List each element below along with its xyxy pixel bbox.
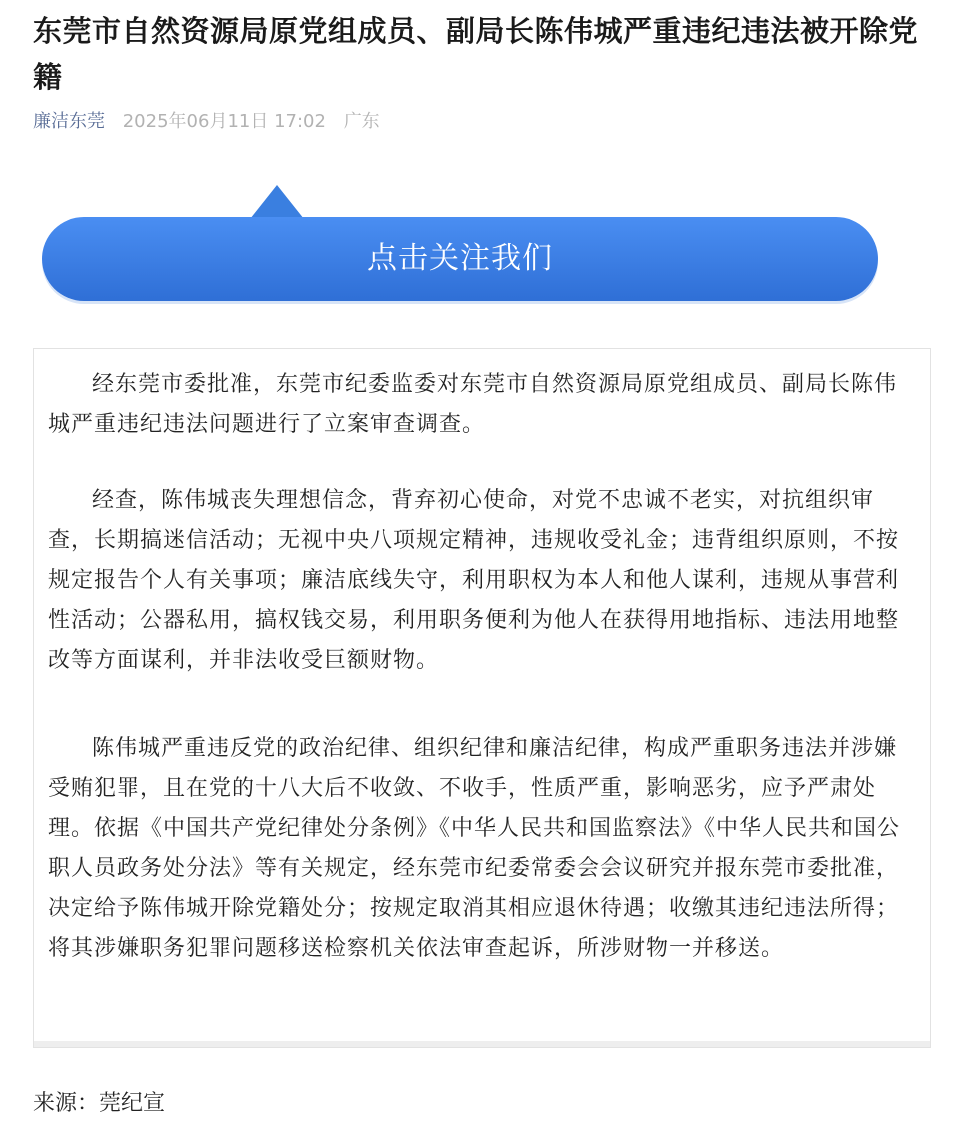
- publish-time: 2025年06月11日 17:02: [122, 111, 326, 132]
- article-paragraph: 陈伟城严重违反党的政治纪律、组织纪律和廉洁纪律，构成严重职务违法并涉嫌受贿犯罪，且在党的十八大后不收敛、不收手，性质严重，影响恶劣，应予严肃处理。依据《中国共产党纪律处分条例》《中华人民共和国监察法》《中华人民共和国公职人员政务处分法》等有关规定，经东莞市纪委常委会会议研究并报东莞市委批准，决定给予陈伟城开除党籍处分；按规定取消其相应退休待遇；收缴其违纪违法所得；将其涉嫌职务犯罪问题移送检察机关依法审查起诉，所涉财物一并移送。: [48, 736, 901, 961]
- article-body-box: [33, 348, 931, 1048]
- follow-banner[interactable]: [42, 185, 878, 305]
- article-paragraph: 经东莞市委批准，东莞市纪委监委对东莞市自然资源局原党组成员、副局长陈伟城严重违纪违法问题进行了立案审查调查。: [48, 372, 898, 437]
- account-name-link[interactable]: 廉洁东莞: [33, 111, 105, 132]
- article-paragraph: 经查，陈伟城丧失理想信念，背弃初心使命，对党不忠诚不老实，对抗组织审查，长期搞迷信活动；无视中央八项规定精神，违规收受礼金；违背组织原则，不按规定报告个人有关事项；廉洁底线失守，利用职权为本人和他人谋利，违规从事营利性活动；公器私用，搞权钱交易，利用职务便利为他人在获得用地指标、违法用地整改等方面谋利，并非法收受巨额财物。: [48, 488, 900, 673]
- article-source: 来源：莞纪宣: [33, 1091, 166, 1116]
- article-title: 东莞市自然资源局原党组成员、副局长陈伟城严重违纪违法被开除党籍: [33, 14, 919, 94]
- follow-us-button[interactable]: [42, 217, 878, 301]
- follow-us-label: 点击关注我们: [367, 241, 553, 276]
- publish-location: 广东: [343, 111, 380, 132]
- article-meta: [33, 108, 380, 136]
- banner-pointer-icon: [250, 185, 304, 219]
